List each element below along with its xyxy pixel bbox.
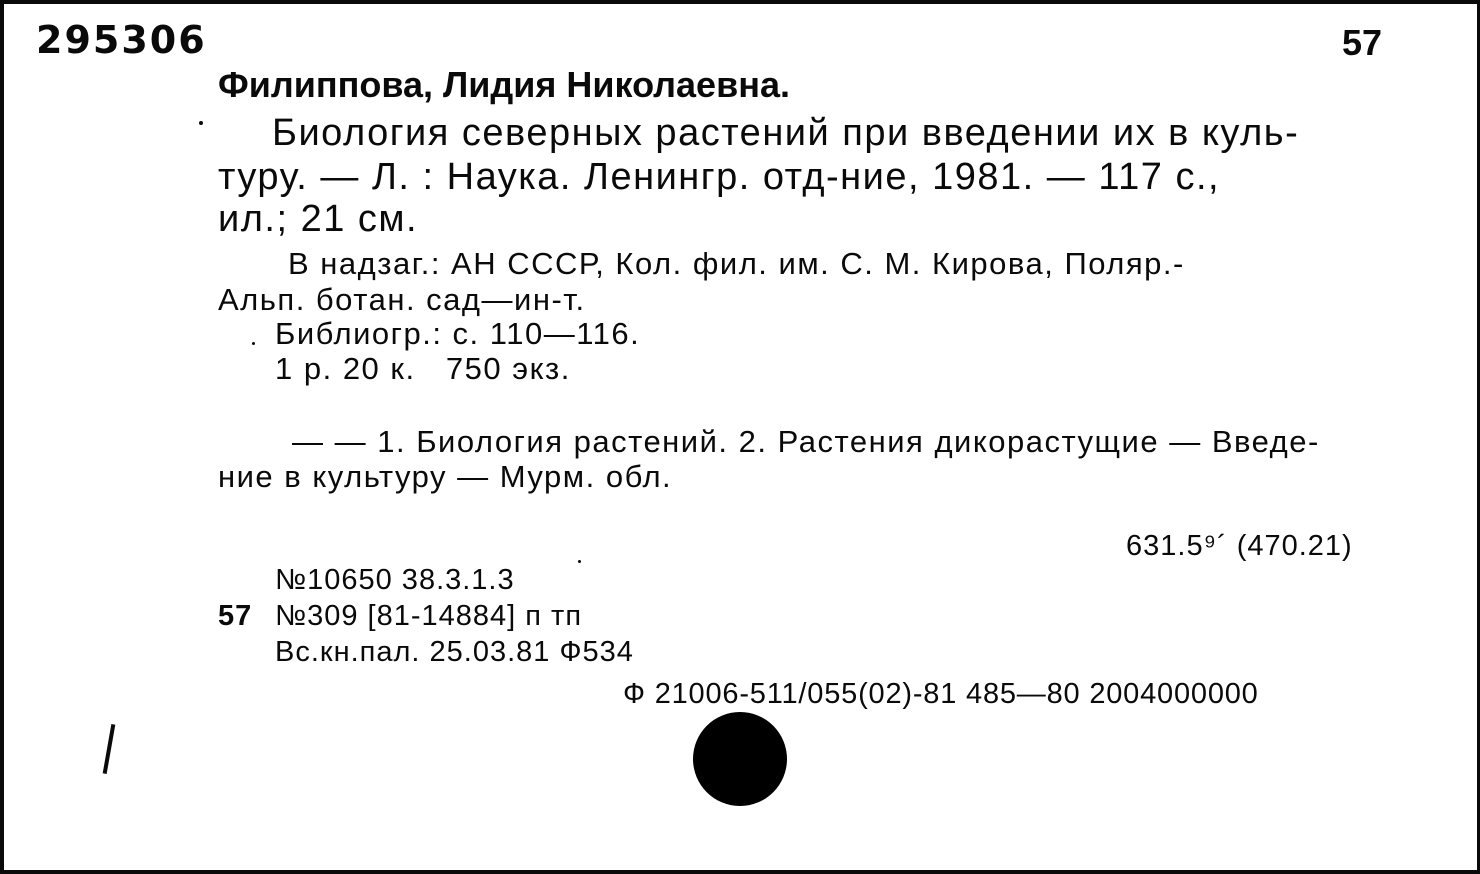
note-line: Альп. ботан. сад—ин-т.	[218, 282, 586, 317]
title-line: Биология северных растений при введении их в куль-	[272, 112, 1300, 154]
code-line: Ф 21006-511/055(02)-81 485—80 2004000000	[623, 678, 1259, 710]
pen-mark	[103, 724, 116, 774]
registry-line: №10650 38.3.1.3	[275, 564, 515, 596]
registry-line: №309 [81-14884] п тп	[275, 600, 583, 632]
speck	[578, 560, 581, 563]
stamp-number: 295306	[36, 18, 207, 62]
punch-hole	[693, 712, 787, 806]
page-number: 57	[1342, 22, 1383, 63]
speck	[199, 121, 203, 125]
registry-prefix: 57	[218, 600, 253, 632]
speck	[252, 342, 255, 345]
classification-code: 631.5⁹´ (470.21)	[1126, 530, 1353, 562]
subject-line: ние в культуру — Мурм. обл.	[218, 459, 673, 494]
note-line: В надзаг.: АН СССР, Кол. фил. им. С. М. Кирова, Поляр.-	[288, 246, 1185, 281]
note-line: 1 р. 20 к. 750 экз.	[275, 351, 571, 386]
author-heading: Филиппова, Лидия Николаевна.	[218, 64, 790, 105]
note-line: Библиогр.: с. 110—116.	[275, 316, 641, 351]
subject-line: — — 1. Биология растений. 2. Растения дикорастущие — Введе-	[292, 424, 1320, 459]
title-line: туру. — Л. : Наука. Ленингр. отд-ние, 1981. — 117 с.,	[218, 156, 1221, 198]
registry-line: Вс.кн.пал. 25.03.81 Ф534	[275, 636, 634, 668]
title-line: ил.; 21 см.	[218, 198, 419, 240]
